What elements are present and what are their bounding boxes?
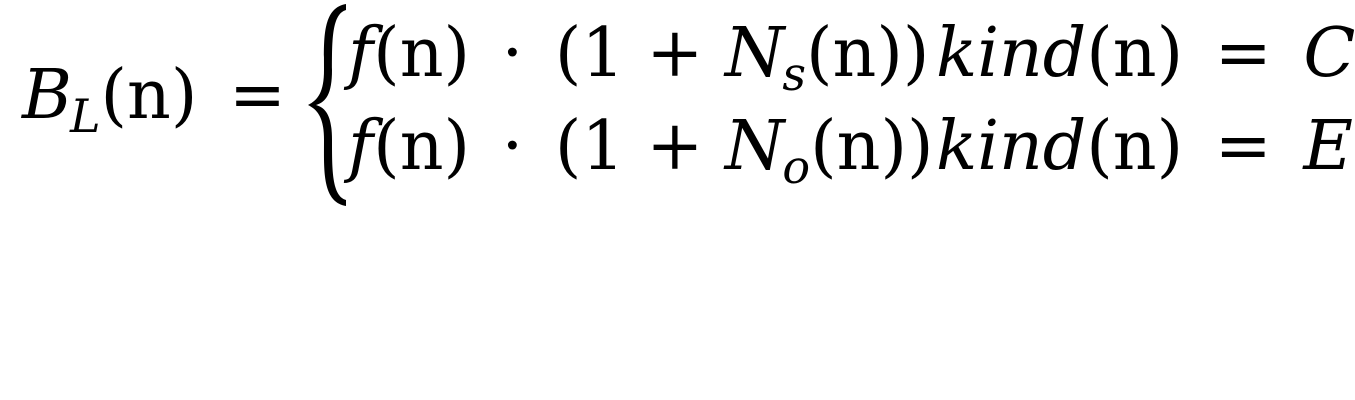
case-2-cond-kind: kind <box>936 107 1087 186</box>
lhs-argument: (n) <box>100 56 198 135</box>
case-row-1-condition <box>936 14 1355 93</box>
case-1-open: (1 + <box>554 14 704 93</box>
case-row-2-expression <box>348 107 934 194</box>
lhs-symbol: B <box>22 56 72 135</box>
case-1-cond-kind: kind <box>936 14 1087 93</box>
case-1-cond-value: C <box>1303 14 1355 93</box>
piecewise-equation <box>22 0 1355 215</box>
case-2-fn: f <box>348 107 374 186</box>
lhs-equals: = <box>229 56 286 135</box>
case-2-open: (1 + <box>554 107 704 186</box>
left-brace-icon <box>304 0 354 210</box>
equation-lhs <box>22 56 286 143</box>
case-2-cond-eq: = <box>1214 107 1272 186</box>
case-2-cond-arg: (n) <box>1086 107 1184 186</box>
case-1-N-arg: (n)) <box>806 14 930 93</box>
case-2-dot: · <box>501 107 524 186</box>
case-row-2-condition <box>936 107 1354 186</box>
case-1-fn: f <box>348 14 374 93</box>
case-1-N-subscript: s <box>782 47 807 101</box>
case-2-N: N <box>724 107 785 186</box>
case-1-cond-eq: = <box>1214 14 1272 93</box>
case-1-N: N <box>724 14 785 93</box>
case-2-cond-value: E <box>1303 107 1354 186</box>
case-2-fn-arg: (n) <box>373 107 471 186</box>
case-2-N-subscript: o <box>782 140 811 194</box>
case-2-N-arg: (n)) <box>810 107 934 186</box>
case-1-fn-arg: (n) <box>373 14 471 93</box>
case-row-1-expression <box>348 14 930 101</box>
lhs-subscript: L <box>69 89 101 143</box>
case-1-cond-arg: (n) <box>1086 14 1184 93</box>
case-1-dot: · <box>501 14 524 93</box>
